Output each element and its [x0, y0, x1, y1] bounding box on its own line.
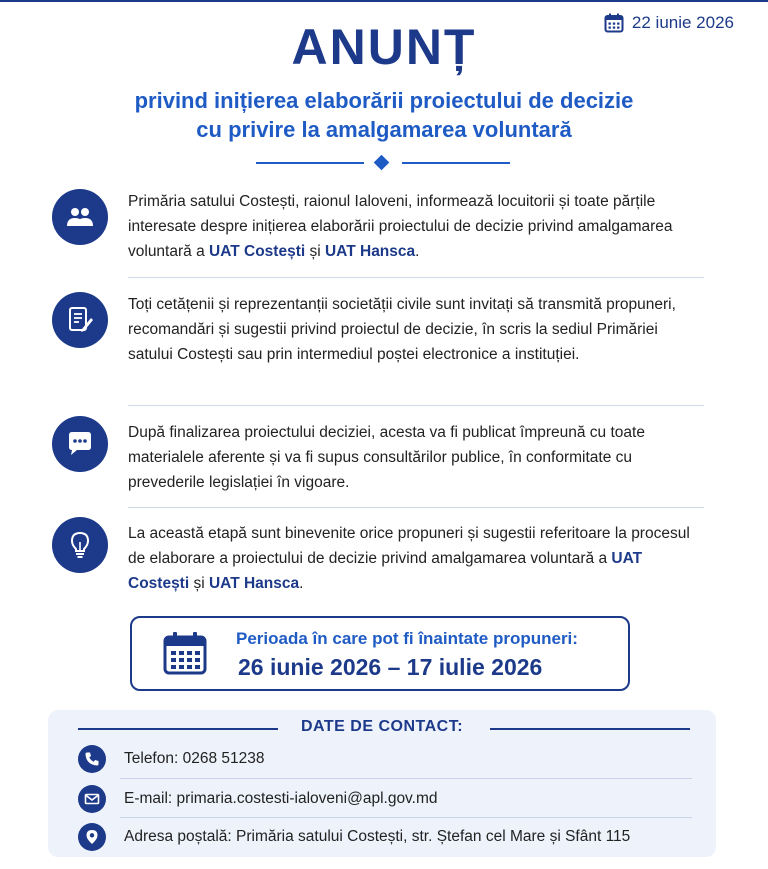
phone-icon	[78, 745, 106, 773]
people-icon	[52, 189, 108, 245]
period-label: Perioada în care pot fi înaintate propuneri:	[236, 629, 578, 648]
contact-phone[interactable]: Telefon: 0268 51238	[124, 750, 265, 767]
section-separator	[128, 405, 704, 406]
info-section-1	[52, 188, 704, 268]
section-4-text: La această etapă sunt binevenite orice propuneri și sugestii referitoare la procesul de elaborare a proiectului de decizie privind amalgamarea voluntară a UAT Costești și UAT Hansca.	[128, 525, 690, 592]
period-range: 26 iunie 2026 – 17 iulie 2026	[238, 654, 543, 680]
page-title: ANUNȚ	[291, 19, 477, 75]
uat-hansca-highlight: UAT Hansca	[324, 243, 416, 260]
chat-bubble-icon	[52, 416, 108, 472]
title-divider	[0, 162, 768, 164]
section-separator	[128, 507, 704, 508]
contact-address: Adresa poștală: Primăria satului Costești, str. Ștefan cel Mare și Sfânt 115	[124, 828, 631, 845]
subtitle-line-2: cu privire la amalgamarea voluntară	[196, 117, 572, 142]
contact-panel	[48, 710, 716, 857]
info-section-4	[52, 521, 704, 599]
contact-email[interactable]: E-mail: primaria.costesti-ialoveni@apl.gov.md	[124, 790, 438, 807]
uat-costesti-highlight: UAT Costești	[209, 243, 306, 260]
section-2-text: Toți cetățenii și reprezentanții societății civile sunt invitați să transmită propuneri, recomandări și sugestii privind proiectul de decizie, în scris la sediul Primăriei satului Costești sau prin intermediul poștei electronice a instituției.	[128, 296, 676, 363]
section-1-text: Primăria satului Costești, raionul Ialoveni, informează locuitorii și toate părțile interesate despre inițierea elaborării proiectului de decizie privind amalgamarea voluntară a UAT Costești și UAT Hansca.	[128, 193, 673, 260]
info-section-3	[52, 420, 704, 498]
top-rule	[0, 0, 768, 2]
lightbulb-icon	[52, 517, 108, 573]
info-section-2	[52, 292, 704, 394]
section-3-text: După finalizarea proiectului deciziei, acesta va fi publicat împreună cu toate materialele aferente și va fi supus consultărilor publice, în conformitate cu prevederile legislației în vigoare.	[128, 424, 645, 491]
contact-phone-row	[78, 743, 692, 775]
section-separator	[128, 277, 704, 278]
calendar-icon	[162, 630, 208, 676]
contact-heading	[48, 718, 716, 740]
contact-email-row	[78, 783, 692, 815]
document-edit-icon	[52, 292, 108, 348]
uat-hansca-highlight: UAT Hansca	[208, 575, 300, 592]
contact-heading-text: DATE DE CONTACT:	[300, 718, 464, 735]
date-text: 22 iunie 2026	[631, 13, 734, 32]
subtitle-line-1: privind inițierea elaborării proiectului de decizie	[134, 88, 634, 113]
envelope-icon	[78, 785, 106, 813]
proposal-period-box	[130, 616, 630, 691]
diamond-ornament	[374, 155, 390, 171]
contact-address-row	[78, 821, 692, 853]
uat-costesti-highlight: UAT Costești	[128, 550, 643, 592]
location-pin-icon	[78, 823, 106, 851]
page-subtitle	[60, 86, 708, 144]
